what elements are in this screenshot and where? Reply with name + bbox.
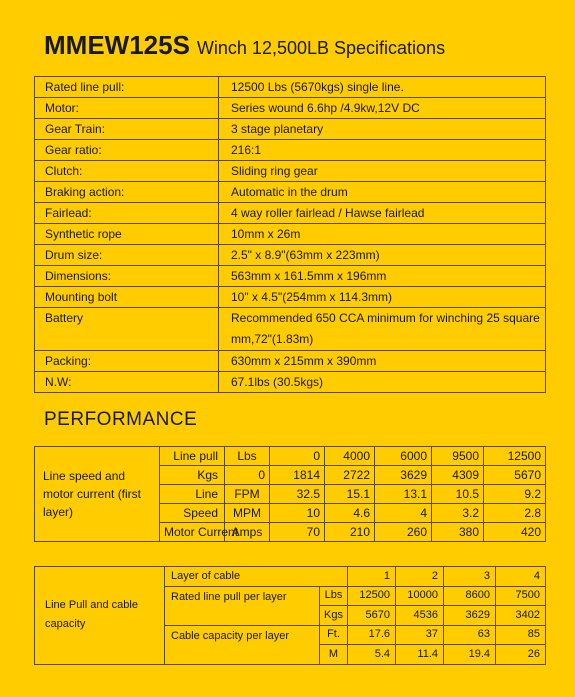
spec-row — [35, 182, 546, 203]
row-unit: FPM — [225, 485, 270, 504]
layer-number: 1 — [348, 567, 396, 587]
value-cell: 5.4 — [348, 645, 396, 665]
spec-label: Dimensions: — [35, 266, 219, 287]
value-cell: 85 — [496, 625, 546, 645]
spec-label: Battery — [35, 308, 219, 351]
value-cell: 3629 — [444, 606, 496, 626]
value-cell: 1814 — [270, 466, 325, 485]
row-name: Kgs — [160, 466, 225, 485]
line-speed-side-label: Line speed and motor current (first layer) — [35, 447, 160, 542]
spec-value: 2.5" x 8.9"(63mm x 223mm) — [219, 245, 546, 266]
spec-row — [35, 287, 546, 308]
performance-heading: PERFORMANCE — [44, 409, 198, 430]
unit-cell: Lbs — [320, 586, 348, 606]
spec-row — [35, 119, 546, 140]
value-cell: 4000 — [325, 447, 375, 466]
layer-header-row — [35, 567, 546, 587]
value-cell: 4.6 — [325, 504, 375, 523]
value-cell: 2722 — [325, 466, 375, 485]
value-cell: 37 — [396, 625, 444, 645]
spec-label: Motor: — [35, 98, 219, 119]
row-name: Line pull — [160, 447, 225, 466]
spec-value: 216:1 — [219, 140, 546, 161]
value-cell: 5670 — [348, 606, 396, 626]
value-cell: 4536 — [396, 606, 444, 626]
value-cell: 70 — [270, 523, 325, 542]
spec-value: Sliding ring gear — [219, 161, 546, 182]
value-cell: 10000 — [396, 586, 444, 606]
spec-row — [35, 140, 546, 161]
specifications-table — [34, 76, 546, 393]
spec-row — [35, 224, 546, 245]
value-cell: 4309 — [432, 466, 484, 485]
spec-value: Recommended 650 CCA minimum for winching 25 square mm,72"(1.83m) — [219, 308, 546, 351]
value-cell: 11.4 — [396, 645, 444, 665]
value-cell: 380 — [432, 523, 484, 542]
layer-label: Layer of cable — [165, 567, 348, 587]
spec-label: Packing: — [35, 351, 219, 372]
value-cell: 3.2 — [432, 504, 484, 523]
unit-cell: M — [320, 645, 348, 665]
title-subtitle: Winch 12,500LB Specifications — [196, 38, 446, 58]
value-cell: 8600 — [444, 586, 496, 606]
value-cell: 420 — [484, 523, 546, 542]
spec-row — [35, 308, 546, 351]
row-name: Motor Current — [160, 523, 225, 542]
spec-label: Mounting bolt — [35, 287, 219, 308]
spec-value: 4 way roller fairlead / Hawse fairlead — [219, 203, 546, 224]
spec-value: 630mm x 215mm x 390mm — [219, 351, 546, 372]
value-cell: 9.2 — [484, 485, 546, 504]
spec-row — [35, 203, 546, 224]
value-cell: 63 — [444, 625, 496, 645]
row-name: Line — [160, 485, 225, 504]
spec-label: Braking action: — [35, 182, 219, 203]
layer-number: 4 — [496, 567, 546, 587]
line-speed-table — [34, 446, 546, 542]
unit-cell: Kgs — [320, 606, 348, 626]
value-cell: 17.6 — [348, 625, 396, 645]
spec-value: 12500 Lbs (5670kgs) single line. — [219, 77, 546, 98]
value-cell: 12500 — [484, 447, 546, 466]
spec-label: Synthetic rope — [35, 224, 219, 245]
value-cell: 0 — [270, 447, 325, 466]
spec-row — [35, 245, 546, 266]
rated-pull-label: Rated line pull per layer — [165, 586, 320, 625]
spec-value: 67.1lbs (30.5kgs) — [219, 372, 546, 393]
spec-value: Automatic in the drum — [219, 182, 546, 203]
value-cell: 9500 — [432, 447, 484, 466]
spec-label: Rated line pull: — [35, 77, 219, 98]
spec-row — [35, 372, 546, 393]
value-cell: 2.8 — [484, 504, 546, 523]
unit-cell: Ft. — [320, 625, 348, 645]
spec-label: Gear Train: — [35, 119, 219, 140]
value-cell: 10 — [270, 504, 325, 523]
spec-value: 10" x 4.5"(254mm x 114.3mm) — [219, 287, 546, 308]
value-cell: 13.1 — [375, 485, 432, 504]
spec-row — [35, 77, 546, 98]
line-pull-side-label: Line Pull and cable capacity — [35, 567, 165, 665]
value-cell: 19.4 — [444, 645, 496, 665]
spec-label: Drum size: — [35, 245, 219, 266]
spec-row — [35, 98, 546, 119]
spec-row — [35, 161, 546, 182]
value-cell: 260 — [375, 523, 432, 542]
value-cell: 3629 — [375, 466, 432, 485]
spec-value: Series wound 6.6hp /4.9kw,12V DC — [219, 98, 546, 119]
spec-value: 3 stage planetary — [219, 119, 546, 140]
value-cell: 7500 — [496, 586, 546, 606]
spec-label: N.W: — [35, 372, 219, 393]
value-cell: 26 — [496, 645, 546, 665]
performance-row — [35, 447, 546, 466]
value-cell: 12500 — [348, 586, 396, 606]
cable-capacity-label: Cable capacity per layer — [165, 625, 320, 664]
row-unit: Lbs — [225, 447, 270, 466]
value-cell: 6000 — [375, 447, 432, 466]
row-name: Speed — [160, 504, 225, 523]
layer-number: 3 — [444, 567, 496, 587]
value-cell: 15.1 — [325, 485, 375, 504]
spec-label: Clutch: — [35, 161, 219, 182]
row-unit: MPM — [225, 504, 270, 523]
page-title — [44, 30, 445, 64]
spec-row — [35, 266, 546, 287]
spec-label: Gear ratio: — [35, 140, 219, 161]
spec-row — [35, 351, 546, 372]
row-unit: Amps — [225, 523, 270, 542]
value-cell: 10.5 — [432, 485, 484, 504]
model-name: MMEW125S — [44, 30, 190, 60]
value-cell: 3402 — [496, 606, 546, 626]
line-pull-capacity-table — [34, 566, 546, 665]
value-cell: 32.5 — [270, 485, 325, 504]
value-cell: 4 — [375, 504, 432, 523]
spec-label: Fairlead: — [35, 203, 219, 224]
layer-number: 2 — [396, 567, 444, 587]
spec-value: 563mm x 161.5mm x 196mm — [219, 266, 546, 287]
spec-value: 10mm x 26m — [219, 224, 546, 245]
value-cell: 210 — [325, 523, 375, 542]
row-unit: 0 — [225, 466, 270, 485]
value-cell: 5670 — [484, 466, 546, 485]
